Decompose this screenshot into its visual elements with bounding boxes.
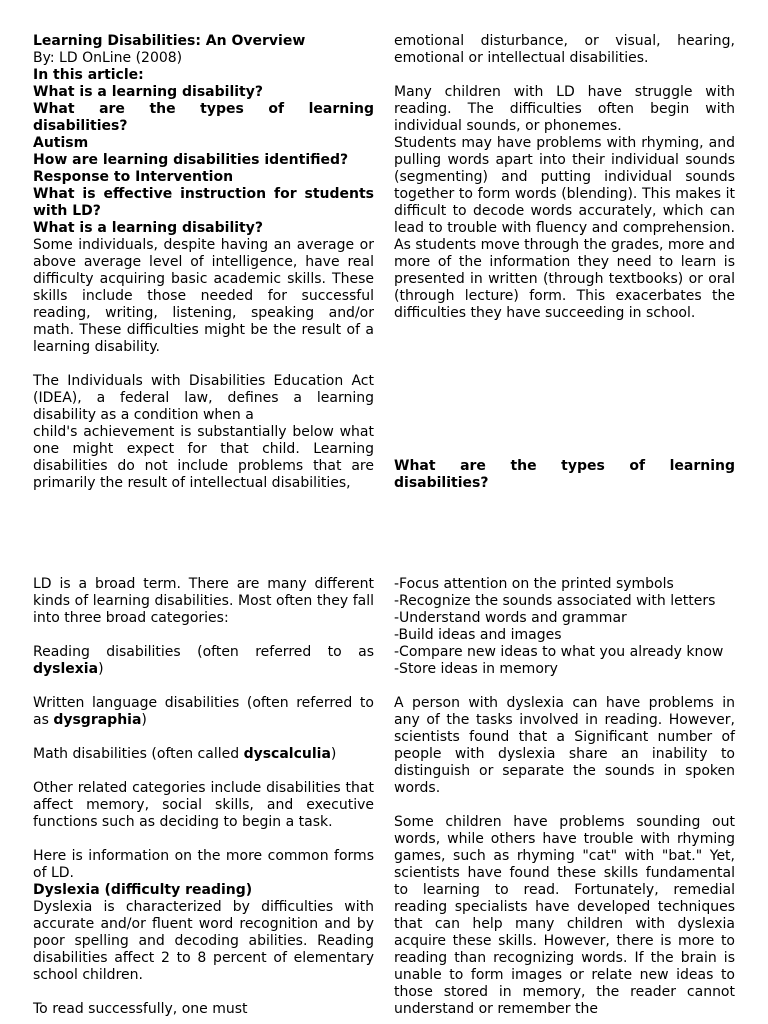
toc-item-types[interactable]: What are the types of learning disabilities? xyxy=(33,101,374,134)
category-writing: Written language disabilities (often referred to as dysgraphia) xyxy=(33,695,374,728)
toc-item-identified[interactable]: How are learning disabilities identified? xyxy=(33,152,349,168)
paragraph: Here is information on the more common forms of LD. xyxy=(33,848,374,881)
toc-item-autism[interactable]: Autism xyxy=(33,135,89,151)
list-item: -Recognize the sounds associated with letters xyxy=(394,593,716,609)
toc-item-instruction[interactable]: What is effective instruction for students with LD? xyxy=(33,186,374,219)
category-math: Math disabilities (often called dyscalculia) xyxy=(33,746,337,762)
paragraph: child's achievement is substantially below what one might expect for that child. Learning disabilities do not include problems that are primarily the result of intellectual disabilities, xyxy=(33,424,374,491)
section-heading-types: What are the types of learning disabilities? xyxy=(394,458,735,491)
toc-heading: In this article: xyxy=(33,67,144,83)
section-heading-dyslexia: Dyslexia (difficulty reading) xyxy=(33,882,253,898)
byline: By: LD OnLine (2008) xyxy=(33,50,183,66)
paragraph: Dyslexia is characterized by difficulties with accurate and/or fluent word recognition and by poor spelling and decoding abilities. Reading disabilities affect 2 to 8 percent of elementary school children. xyxy=(33,899,374,983)
list-item: -Compare new ideas to what you already know xyxy=(394,644,724,660)
term-dyslexia: dyslexia xyxy=(33,661,99,677)
column-bottom-left xyxy=(33,576,374,1018)
column-top-right xyxy=(394,33,735,322)
paragraph: LD is a broad term. There are many different kinds of learning disabilities. Most often they fall into three broad categories: xyxy=(33,576,374,626)
toc-item-what-is-ld[interactable]: What is a learning disability? xyxy=(33,84,263,100)
paragraph: Students may have problems with rhyming, and pulling words apart into their individual sounds (segmenting) and putting individual sounds together to form words (blending). This makes it difficult to decode words accurately, which can lead to trouble with fluency and comprehension. As students move through the grades, more and more of the information they need to learn is presented in written (through textbooks) or oral (through lecture) form. This exacerbates the difficulties they have succeeding in school. xyxy=(394,135,735,321)
paragraph: Some children have problems sounding out words, while others have trouble with rhyming games, such as rhyming "cat" with "bat." Yet, scientists have found these skills fundamental to learning to read. Fortunately, remedial reading specialists have developed techniques that can help many children with dyslexia acquire these skills. However, there is more to reading than recognizing words. If the brain is unable to form images or relate new ideas to those stored in memory, the reader cannot understand or remember the xyxy=(394,814,735,1017)
paragraph: Many children with LD have struggle with reading. The difficulties often begin with individual sounds, or phonemes. xyxy=(394,84,735,134)
term-dysgraphia: dysgraphia xyxy=(53,712,142,728)
article-title: Learning Disabilities: An Overview xyxy=(33,33,306,49)
list-item: -Build ideas and images xyxy=(394,627,562,643)
category-reading: Reading disabilities (often referred to as dyslexia) xyxy=(33,644,374,677)
column-bottom-right xyxy=(394,576,735,1018)
toc-item-rti[interactable]: Response to Intervention xyxy=(33,169,234,185)
paragraph: The Individuals with Disabilities Education Act (IDEA), a federal law, defines a learning disability as a condition when a xyxy=(33,373,374,423)
column-top-left xyxy=(33,33,374,492)
list-item: -Focus attention on the printed symbols xyxy=(394,576,674,592)
list-item: -Understand words and grammar xyxy=(394,610,627,626)
paragraph: To read successfully, one must xyxy=(33,1001,248,1017)
list-item: -Store ideas in memory xyxy=(394,661,558,677)
paragraph: Other related categories include disabilities that affect memory, social skills, and executive functions such as deciding to begin a task. xyxy=(33,780,374,830)
paragraph: emotional disturbance, or visual, hearing, emotional or intellectual disabilities. xyxy=(394,33,735,66)
paragraph: Some individuals, despite having an average or above average level of intelligence, have real difficulty acquiring basic academic skills. These skills include those needed for successful reading, writing, listening, speaking and/or math. These difficulties might be the result of a learning disability. xyxy=(33,237,374,355)
term-dyscalculia: dyscalculia xyxy=(243,746,331,762)
section-heading-what-is-ld: What is a learning disability? xyxy=(33,220,263,236)
paragraph: A person with dyslexia can have problems in any of the tasks involved in reading. However, scientists found that a Significant number of people with dyslexia share an inability to distinguish or separate the sounds in spoken words. xyxy=(394,695,735,796)
